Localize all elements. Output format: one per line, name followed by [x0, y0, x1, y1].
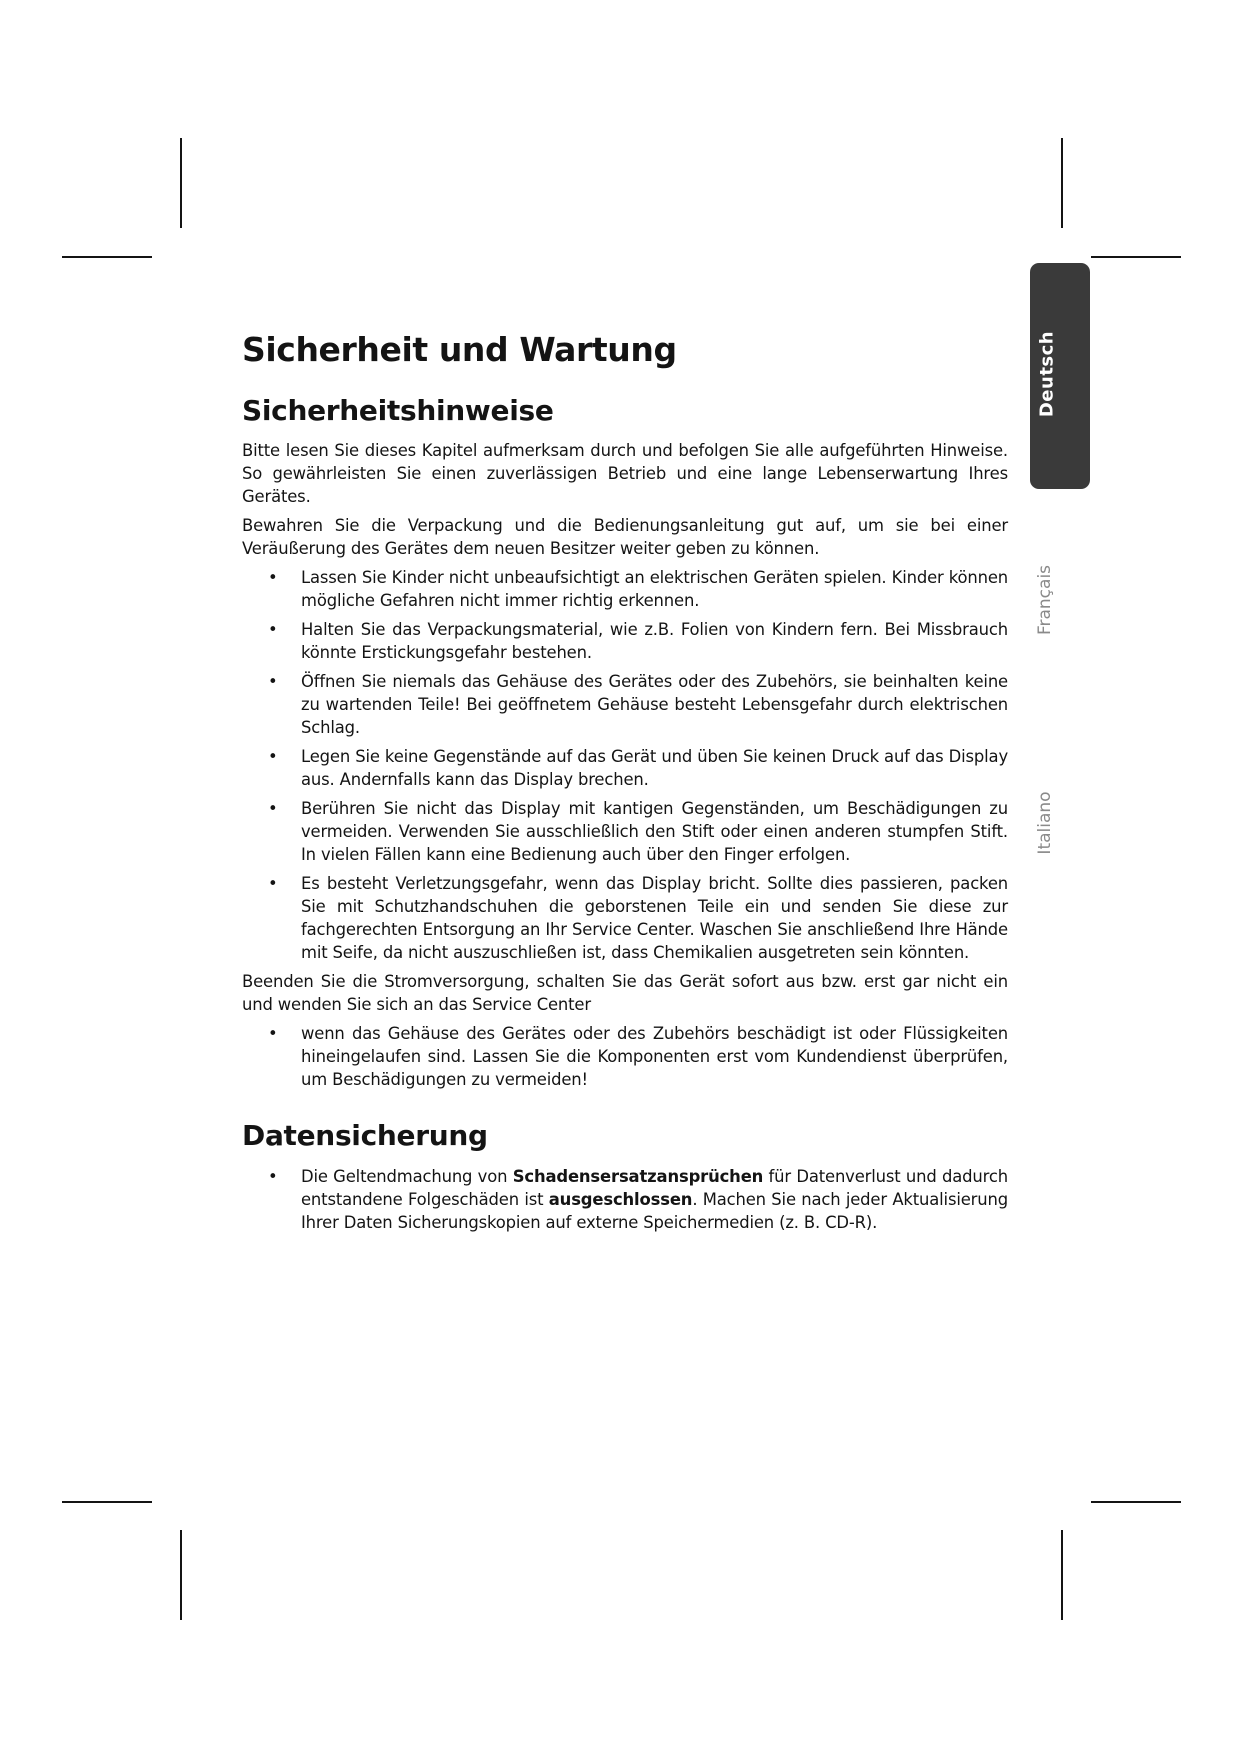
power-bullet-list [242, 1022, 1008, 1091]
list-item-text: Berühren Sie nicht das Display mit kantigen Gegenständen, um Beschädigungen zu vermeiden. Verwenden Sie ausschließlich den Stift oder einen anderen stumpfen Stift. In vielen Fällen kann eine Bedienung auch über den Finger erfolgen. [301, 799, 1008, 865]
list-item [242, 1022, 1008, 1091]
section-heading-backup: Datensicherung [242, 1119, 488, 1153]
list-item [242, 1165, 1008, 1234]
list-item [242, 872, 1008, 964]
backup-text-part-3: . Machen Sie nach jeder Aktualisierung Ihrer Daten Sicherungskopien auf externe Speichermedien (z. B. CD-R). [301, 1189, 1008, 1232]
bullet-icon: • [268, 568, 278, 588]
paragraph-safety-intro-1: Bitte lesen Sie dieses Kapitel aufmerksam durch und befolgen Sie alle aufgeführten Hinweise. So gewährleisten Sie einen zuverlässigen Betrieb und eine lange Lebenserwartung Ihres Gerätes. [242, 441, 1008, 507]
page-title: Sicherheit und Wartung [242, 330, 677, 369]
backup-text-bold-1: Schadensersatzansprüchen [512, 1166, 764, 1186]
crop-mark-bottom-left-vertical [180, 1530, 182, 1620]
list-item-text: Es besteht Verletzungsgefahr, wenn das Display bricht. Sollte dies passieren, packen Sie mit Schutzhandschuhen die geborstenen Teile ein und senden Sie diese zur fachgerechten Entsorgung an Ihr Service Center. Waschen Sie anschließend Ihre Hände mit Seife, da nicht auszuschließen ist, dass Chemikalien ausgetreten sein könnten. [301, 874, 1008, 963]
list-item-text: wenn das Gehäuse des Gerätes oder des Zubehörs beschädigt ist oder Flüssigkeiten hineingelaufen sind. Lassen Sie die Komponenten erst vom Kundendienst überprüfen, um Beschädigungen zu vermeiden! [301, 1024, 1008, 1090]
list-item [242, 670, 1008, 739]
list-item [242, 566, 1008, 612]
language-tab-italiano[interactable]: Italiano [1035, 791, 1055, 855]
bullet-icon: • [268, 799, 278, 819]
bullet-icon: • [268, 672, 278, 692]
backup-bullet-list [242, 1165, 1008, 1234]
language-tab-francais[interactable]: Français [1035, 564, 1055, 636]
list-item [242, 745, 1008, 791]
bullet-icon: • [268, 1166, 278, 1186]
list-item [242, 618, 1008, 664]
section-heading-safety: Sicherheitshinweise [242, 393, 554, 427]
list-item-text: Lassen Sie Kinder nicht unbeaufsichtigt an elektrischen Geräten spielen. Kinder können mögliche Gefahren nicht immer richtig erkennen. [301, 568, 1008, 611]
paragraph-safety-intro-2: Bewahren Sie die Verpackung und die Bedienungsanleitung gut auf, um sie bei einer Veräußerung des Gerätes dem neuen Besitzer weiter geben zu können. [242, 516, 1008, 559]
language-label-deutsch: Deutsch [1036, 330, 1058, 418]
paragraph-power-off: Beenden Sie die Stromversorgung, schalten Sie das Gerät sofort aus bzw. erst gar nicht ein und wenden Sie sich an das Service Center [242, 972, 1008, 1015]
crop-mark-top-left-horizontal [62, 256, 152, 258]
page-content [242, 330, 1008, 1240]
backup-text-part-1: Die Geltendmachung von [301, 1166, 513, 1186]
crop-mark-top-right-vertical [1061, 138, 1063, 228]
bullet-icon: • [268, 1024, 278, 1044]
bullet-icon: • [268, 620, 278, 640]
list-item [242, 797, 1008, 866]
list-item-text: Halten Sie das Verpackungsmaterial, wie z.B. Folien von Kindern fern. Bei Missbrauch könnte Erstickungsgefahr bestehen. [301, 620, 1008, 663]
safety-bullet-list [242, 566, 1008, 964]
backup-text-bold-2: ausgeschlossen [548, 1189, 693, 1209]
crop-mark-bottom-right-horizontal [1091, 1501, 1181, 1503]
bullet-icon: • [268, 747, 278, 767]
crop-mark-bottom-right-vertical [1061, 1530, 1063, 1620]
crop-mark-bottom-left-horizontal [62, 1501, 152, 1503]
crop-mark-top-left-vertical [180, 138, 182, 228]
list-item-text: Legen Sie keine Gegenstände auf das Gerät und üben Sie keinen Druck auf das Display aus. Andernfalls kann das Display brechen. [301, 747, 1008, 790]
list-item-text: Öffnen Sie niemals das Gehäuse des Gerätes oder des Zubehörs, sie beinhalten keine zu wartenden Teile! Bei geöffnetem Gehäuse besteht Lebensgefahr durch elektrischen Schlag. [301, 672, 1008, 738]
crop-mark-top-right-horizontal [1091, 256, 1181, 258]
backup-text-part-2: für Datenverlust und dadurch entstandene Folgeschäden ist [301, 1166, 1008, 1209]
bullet-icon: • [268, 874, 278, 894]
